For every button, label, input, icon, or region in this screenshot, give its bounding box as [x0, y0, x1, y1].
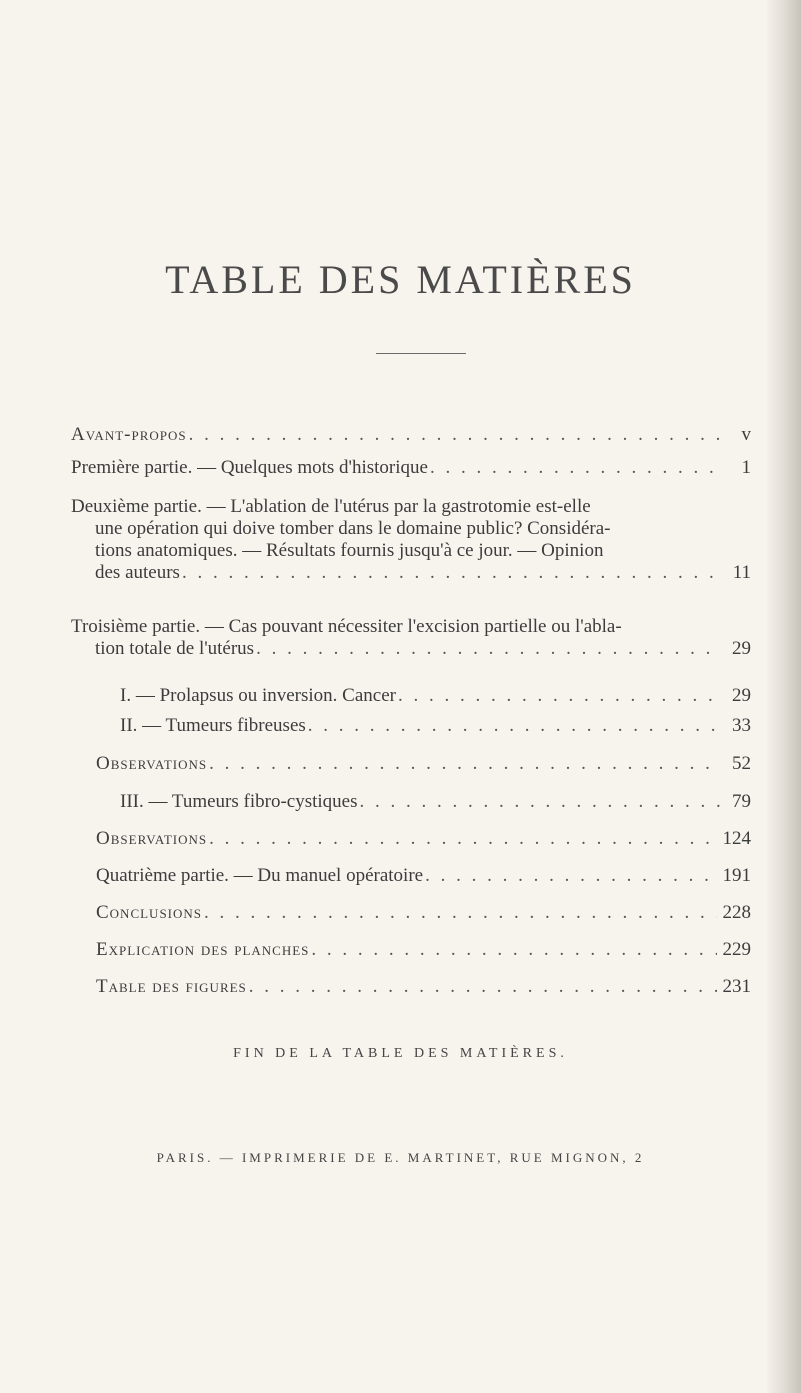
toc-entry-page: 11: [732, 562, 751, 583]
toc-entry-page: 33: [732, 715, 751, 736]
toc-entry-label: Quatrième partie. — Du manuel opératoire: [96, 865, 424, 886]
page-edge-shadow: [767, 0, 801, 1393]
toc-entry-page: 229: [722, 939, 751, 960]
toc-entry-page: 29: [732, 685, 751, 706]
end-note: FIN DE LA TABLE DES MATIÈRES.: [233, 1046, 568, 1061]
printer-imprint: PARIS. — IMPRIMERIE DE E. MARTINET, RUE MIGNON, 2: [156, 1150, 645, 1165]
page-title: TABLE DES MATIÈRES: [165, 257, 636, 302]
toc-entry-label-line2: une opération qui doive tomber dans le domaine public? Considéra-: [95, 518, 611, 539]
toc-entry-label-line4: des auteurs: [95, 562, 180, 583]
toc-entry-page: 191: [722, 865, 751, 886]
toc-entry-label: Observations: [96, 828, 208, 849]
toc-entry-label: Table des figures: [96, 976, 247, 997]
toc-entry-observations-2: [96, 828, 751, 850]
toc-entry-label: Observations: [96, 753, 208, 774]
toc-entry-fibro-cystiques: [120, 791, 751, 813]
toc-entry-page: 52: [732, 753, 751, 774]
toc-entry-label: III. — Tumeurs fibro-cystiques: [120, 791, 358, 812]
toc-entry-label-line3: tions anatomiques. — Résultats fournis jusqu'à ce jour. — Opinion: [95, 540, 604, 561]
toc-entry-deuxieme-partie: [71, 496, 751, 584]
toc-entry-label-line2: tion totale de l'utérus: [95, 638, 255, 659]
toc-entry-page: v: [741, 424, 751, 445]
toc-entry-label: Première partie. — Quelques mots d'historique: [71, 457, 428, 478]
toc-entry-tumeurs-fibreuses: [120, 715, 751, 737]
toc-entry-page: 29: [732, 638, 751, 659]
toc-entry-page: 228: [722, 902, 751, 923]
toc-entry-prolapsus: [120, 685, 751, 707]
toc-entry-page: 1: [741, 457, 751, 478]
toc-entry-label: Conclusions: [96, 902, 203, 923]
toc-entry-quatrieme-partie: [96, 865, 751, 887]
toc-entry-label: II. — Tumeurs fibreuses: [120, 715, 306, 736]
toc-entry-label: I. — Prolapsus ou inversion. Cancer: [120, 685, 396, 706]
toc-entry-troisieme-partie: [71, 616, 751, 660]
toc-entry-page: 124: [722, 828, 751, 849]
title-rule: [376, 353, 466, 354]
toc-entry-premiere-partie: [71, 457, 751, 479]
toc-entry-observations-1: [96, 753, 751, 775]
toc-entry-conclusions: [96, 902, 751, 924]
toc-entry-label-line1: Deuxième partie. — L'ablation de l'utérus par la gastrotomie est-elle: [71, 496, 591, 517]
toc-entry-table-figures: [96, 976, 751, 998]
toc-entry-label-line1: Troisième partie. — Cas pouvant nécessiter l'excision partielle ou l'abla-: [71, 616, 622, 637]
toc-entry-page: 79: [732, 791, 751, 812]
toc-entry-explication-planches: [96, 939, 751, 961]
toc-entry-avant-propos: [71, 424, 751, 446]
toc-entry-label: Avant-propos: [71, 424, 187, 445]
toc-entry-page: 231: [722, 976, 751, 997]
toc-entry-label: Explication des planches: [96, 939, 310, 960]
